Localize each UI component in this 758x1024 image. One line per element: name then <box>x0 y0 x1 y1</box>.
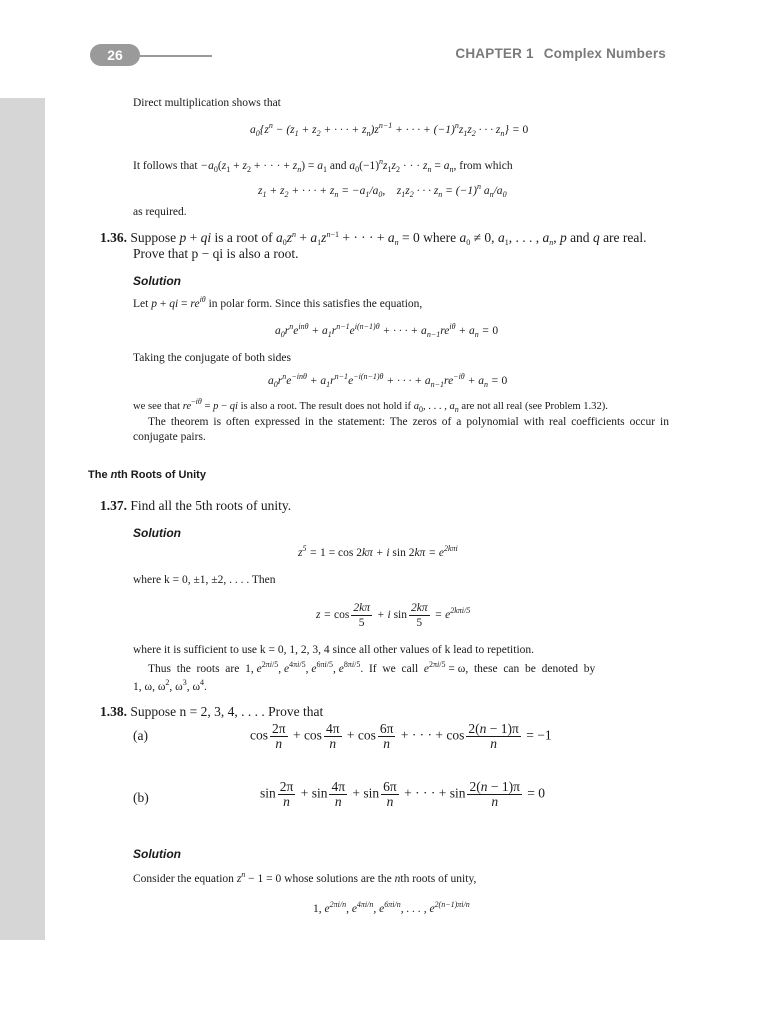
fraction: $\frac{4\pi}{n}$ <box>325 721 340 751</box>
equation-part-b: sin $\frac{2\pi}{n}$ + sin $\frac{4\pi}{n}$ + sin $\frac{6\pi}{n}$ + · · · + sin $\frac{2(n - 1)\pi}{n}$ = 0 <box>260 779 546 809</box>
fraction: $\frac{2k\pi}{5}$ <box>353 602 370 629</box>
text-as-required: as required. <box>133 206 187 218</box>
text-where-k: where k = 0, ±1, ±2, . . . . Then <box>133 574 276 586</box>
solution-heading: Solution <box>133 274 181 288</box>
solution-heading: Solution <box>133 847 181 861</box>
problem-1-36-line2: Prove that p − qi is also a root. <box>133 246 299 261</box>
text-we-see: we see that $re^{-i\theta} = p$ − qi is also a root. The result does not hold if $a_0$, . . . , $a_n$ are not all real (see Problem 1.32). <box>133 397 608 414</box>
it-follows-label: It follows that <box>133 160 198 172</box>
page-number-badge: 26 <box>90 44 140 66</box>
page-side-tab <box>0 98 45 940</box>
problem-text: Find all the 5th roots of unity. <box>130 498 292 513</box>
equation-nth-roots: 1, $e^{2\pi i/n}$, $e^{4\pi i/n}$, $e^{6\pi i/n}$, . . . , $e^{2(n-1)\pi i/n}$ <box>313 900 470 915</box>
problem-text: Suppose n = 2, 3, 4, . . . . Prove that <box>130 704 324 719</box>
part-a-label: (a) <box>133 728 148 743</box>
running-head <box>455 46 666 61</box>
text-thus-roots: Thus the roots are 1, $e^{2\pi i/5}$, $e^{4\pi i/5}$, $e^{6\pi i/5}$, $e^{8\pi i/5}$. If we call $e^{2\pi i/5} = \omega$, these can be denoted by <box>148 660 596 675</box>
text-taking-conjugate: Taking the conjugate of both sides <box>133 352 291 364</box>
consider-label: Consider the equation <box>133 873 234 885</box>
text-omega-powers: 1, ω, $\omega^2$, $\omega^3$, $\omega^4$. <box>133 678 207 693</box>
fraction: $\frac{4\pi}{n}$ <box>331 779 346 809</box>
problem-number: 1.37. <box>100 498 127 513</box>
fraction: $\frac{2k\pi}{5}$ <box>410 602 428 629</box>
text-polar: Let p + qi = $re^{i\theta}$ in polar form. Since this satisfies the equation, <box>133 295 423 310</box>
equation-expansion: $a_0\{z^n - (z_1 + z_2$ + · · · + $z_n)z^{n-1}$ + · · · + $(-1)^nz_1z_2$ · · · $z_n\} = 0$ <box>250 121 529 138</box>
fraction: $\frac{6\pi}{n}$ <box>383 779 397 809</box>
fraction: $\frac{2(n - 1)\pi}{n}$ <box>468 721 519 751</box>
text-where-sufficient: where it is sufficient to use k = 0, 1, 2, 3, 4 since all other values of k lead to repetition. <box>133 644 535 656</box>
problem-number: 1.36. <box>100 230 127 245</box>
text-consider: Consider the equation $z^n - 1 = 0$ whose solutions are the nth roots of unity, <box>133 870 477 885</box>
chapter-label: CHAPTER 1 <box>455 46 534 61</box>
text-direct-multiplication: Direct multiplication shows that <box>133 97 281 109</box>
part-b-label: (b) <box>133 790 149 805</box>
problem-number: 1.38. <box>100 704 127 719</box>
header-rule <box>138 55 212 57</box>
fraction: $\frac{2\pi}{n}$ <box>272 721 286 751</box>
solution-heading: Solution <box>133 526 181 540</box>
text-theorem: The theorem is often expressed in the statement: The zeros of a polynomial with real coefficients occur in conjugate pairs. <box>133 416 669 443</box>
equation-roots: z = cos $\frac{2k\pi}{5}$ + i sin $\frac{2k\pi}{5}$ = $e^{2k\pi i/5}$ <box>316 602 471 629</box>
polar-text: in polar form. Since this satisfies the equation, <box>208 298 423 310</box>
text-it-follows: It follows that $-a_0(z_1 + z_2$ + · · · + $z_n) = a_1$ and $a_0(-1)^nz_1z_2$ · · · $z_n = a_n$, from which <box>133 157 513 174</box>
problem-1-37 <box>100 498 291 514</box>
section-heading: The nth Roots of Unity <box>88 469 206 481</box>
equation-part-a: cos $\frac{2\pi}{n}$ + cos $\frac{4\pi}{n}$ + cos $\frac{6\pi}{n}$ + · · · + cos $\frac{2(n - 1)\pi}{n}$ = −1 <box>250 721 552 751</box>
equation-polar: $a_0r^ne^{in\theta} + a_1r^{n-1}e^{i(n-1)\theta}$ + · · · + $a_{n-1}re^{i\theta} + a_n = 0$ <box>275 322 499 339</box>
problem-1-36: 1.36. Suppose p + qi is a root of $a_0z^n + a_1z^{n-1}$ + · · · + $a_n = 0$ where $a_0 \ne 0$, $a_1$, . . . , $a_n$, p and q are real. <box>100 230 647 247</box>
chapter-title: Complex Numbers <box>543 46 666 61</box>
equation-conjugate: $a_0r^ne^{-in\theta} + a_1r^{n-1}e^{-i(n-1)\theta}$ + · · · + $a_{n-1}re^{-i\theta} + a_n = 0$ <box>268 372 508 389</box>
equation-vieta: $z_1 + z_2$ + · · · + $z_n = -a_1/a_0$, $z_1z_2$ · · · $z_n = (-1)^n$ $a_n/a_0$ <box>258 182 507 199</box>
fraction: $\frac{2(n - 1)\pi}{n}$ <box>469 779 520 809</box>
equation-z5: $z^5 = 1 = \cos 2k\pi + i$ $\sin 2k\pi = e^{2k\pi i}$ <box>298 544 458 559</box>
fraction: $\frac{2\pi}{n}$ <box>279 779 294 809</box>
fraction: $\frac{6\pi}{n}$ <box>379 721 394 751</box>
problem-1-38 <box>100 704 323 720</box>
